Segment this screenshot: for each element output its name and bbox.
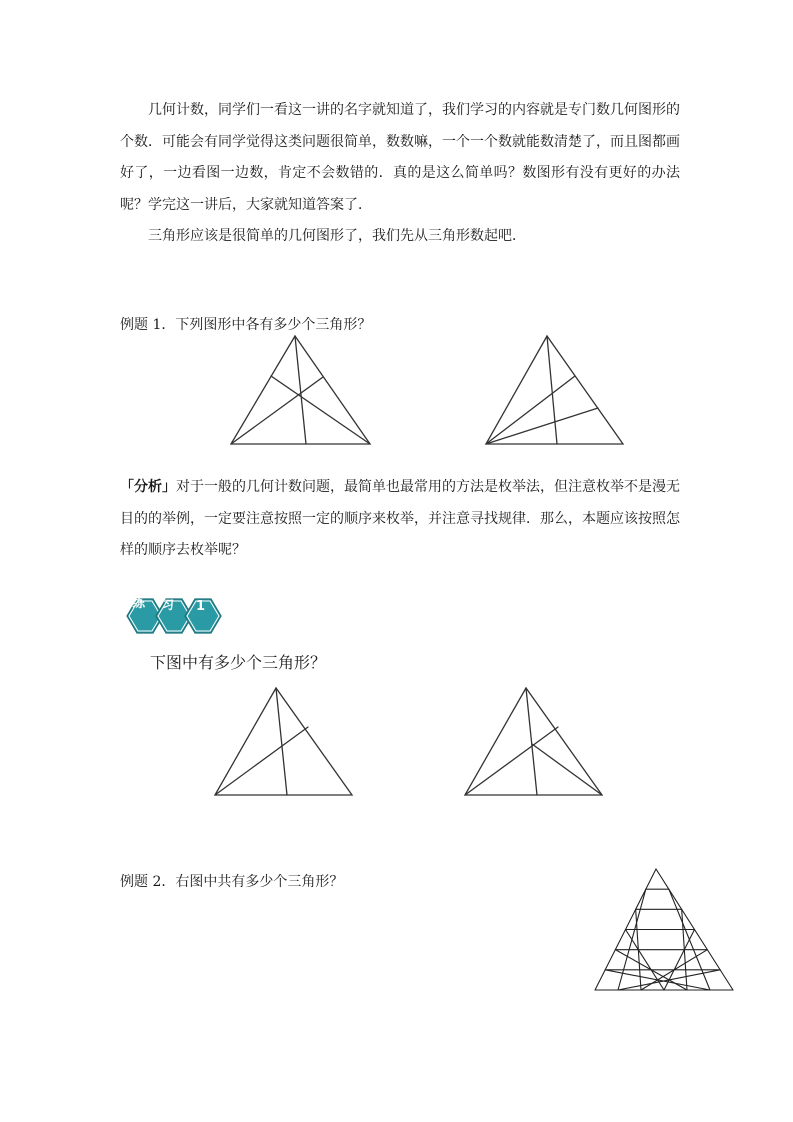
cevian-right xyxy=(532,744,602,795)
badge-char-1: 练 xyxy=(132,596,146,611)
example-2-question: 例题 2．右图中共有多少个三角形？ xyxy=(120,874,344,890)
example-2-triangle-grid xyxy=(590,865,740,995)
outer-triangle xyxy=(465,688,602,795)
practice-question: 下图中有多少个三角形？ xyxy=(150,653,327,672)
analysis-tag: 「分析」 xyxy=(120,479,176,495)
cevian-apex xyxy=(276,688,287,795)
grid-left-slant-line xyxy=(626,930,665,991)
badge-hexagon-3 xyxy=(185,599,221,633)
badge-char-2: 习 xyxy=(162,598,175,612)
cevian-left xyxy=(465,727,558,795)
practice-figure-a xyxy=(210,682,360,802)
cevian-apex xyxy=(547,336,557,444)
practice-figure-b xyxy=(460,682,610,802)
cevian-upper xyxy=(486,376,575,444)
example-1-question: 例题 1．下列图形中各有多少个三角形？ xyxy=(120,317,372,333)
practice-badge xyxy=(118,595,222,637)
example-1-figure-b xyxy=(480,330,630,450)
cevian-right xyxy=(271,376,370,444)
outer-triangle xyxy=(215,688,352,795)
grid-right-slant-line xyxy=(669,889,710,990)
example-1-figure-a xyxy=(225,330,375,450)
badge-char-3: 1 xyxy=(196,599,206,614)
cevian-apex xyxy=(526,688,537,795)
intro-paragraph-1: 几何计数，同学们一看这一讲的名字就知道了，我们学习的内容就是专门数几何图形的个数．可能会有同学觉得这类问题很简单，数数嘛，一个一个数就能数清楚了，而且图都画好了，一边看图一边数，肯定不会数错的．真的是这么简单吗？数图形有没有更好的办法呢？学完这一讲后，大家就知道答案了． xyxy=(120,102,680,213)
cevian-left xyxy=(215,727,308,795)
cevian-left xyxy=(231,377,323,444)
intro-paragraph-2: 三角形应该是很简单的几何图形了，我们先从三角形数起吧． xyxy=(148,228,526,244)
analysis-text: 对于一般的几何计数问题，最简单也最常用的方法是枚举法，但注意枚举不是漫无目的的举例，一定要注意按照一定的顺序来枚举，并注意寻找规律．那么，本题应该按照怎样的顺序去枚举呢？ xyxy=(120,479,680,558)
analysis-paragraph xyxy=(120,472,680,567)
